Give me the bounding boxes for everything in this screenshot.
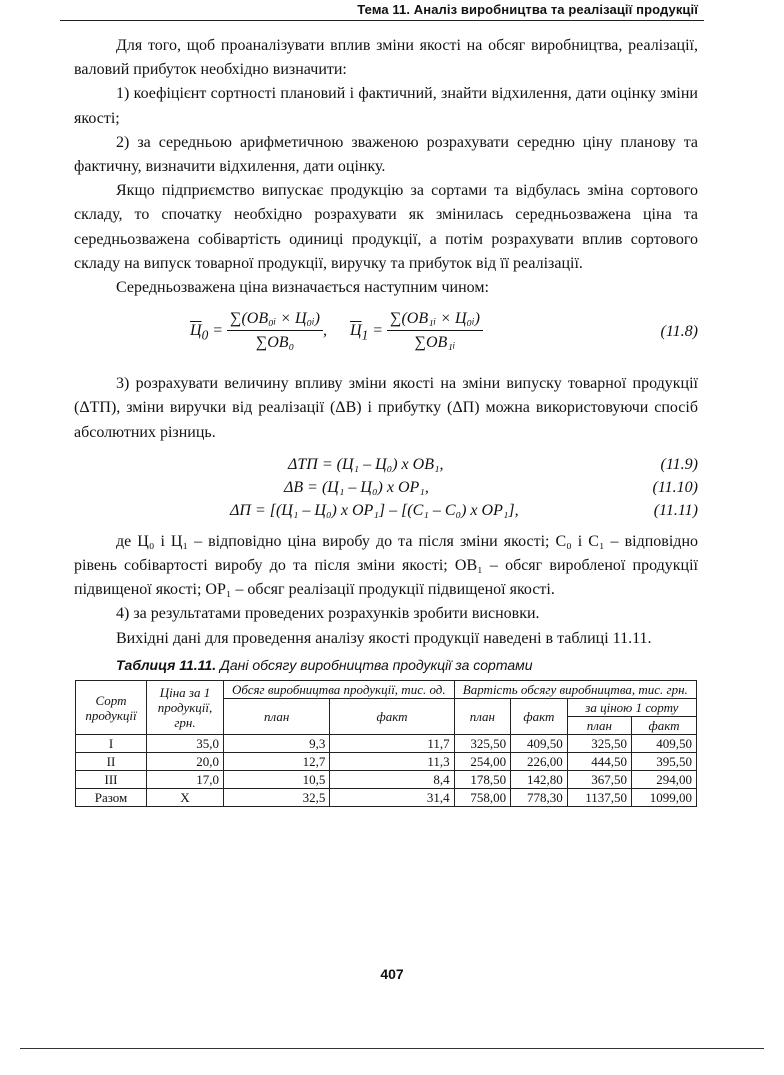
header-rule xyxy=(60,20,704,21)
paragraph-grade-structure: Якщо підприємство випускає продукцію за сортами та відбулась зміна сортового складу, то спочатку необхідно розрахувати як змінилась середньозважена ціна та середньозважена собівартість одиниці продукції, а потім розрахувати вплив сортового складу на випуск товарної продукції, виручку та прибуток від її реалізації. xyxy=(74,182,698,272)
column-header-first-grade-plan: план xyxy=(567,717,631,735)
data-table xyxy=(75,680,697,807)
formula-number: (11.8) xyxy=(660,323,698,341)
table-header-row xyxy=(76,681,697,699)
paragraph-notation: де Ц₀ і Ц₁ – відповідно ціна виробу до та після зміни якості; С₀ і С₁ – відповідно рівень собівартості виробу до та після зміни якості; ОВ₁ – обсяг виробленої продукції підвищеної якості; ОР₁ – обсяг реалізації продукції підвищеної якості. xyxy=(74,532,698,599)
formula-11-8 xyxy=(74,302,698,364)
formula-11-10: ΔВ = (Ц₁ – Ц₀) х ОР₁, (11.10) xyxy=(284,478,698,496)
page-number: 407 xyxy=(380,966,404,982)
paragraph-step-4: 4) за результатами проведених розрахунків зробити висновки. xyxy=(116,605,540,623)
column-header-value-plan: план xyxy=(454,699,511,735)
column-header-first-grade-price: за ціною 1 сорту xyxy=(567,699,696,717)
column-header-volume: Обсяг виробництва продукції, тис. од. xyxy=(224,681,455,699)
formula-weighted-price-fact: $Ц_1$ = $\frac{\text{∑(ОВ₁ᵢ × Ц₀ᵢ)}}{\text{∑ОВ₁ᵢ}}$ xyxy=(350,308,483,355)
bottom-rule xyxy=(20,1048,764,1049)
page-body xyxy=(74,34,698,807)
column-header-first-grade-fact: факт xyxy=(632,717,697,735)
column-header-volume-fact: факт xyxy=(330,699,454,735)
table-row: I 35,0 9,3 11,7 325,50 409,50 325,50 409,50 xyxy=(76,735,697,753)
formula-11-9: ΔТП = (Ц₁ – Ц₀) х ОВ₁, (11.9) xyxy=(288,455,698,473)
column-header-price: Ціна за 1 продукції, грн. xyxy=(147,681,224,735)
paragraph-step-3: 3) розрахувати величину впливу зміни якості на зміни випуску товарної продукції (ΔТП), зміни виручки від реалізації (ΔВ) і прибутку (ΔП) можна використовуючи спосіб абсолютних різниць. xyxy=(74,375,698,441)
table-row: III 17,0 10,5 8,4 178,50 142,80 367,50 294,00 xyxy=(76,771,697,789)
table-row-total: Разом Х 32,5 31,4 758,00 778,30 1137,50 1099,00 xyxy=(76,789,697,807)
column-header-grade: Сорт продукції xyxy=(76,681,147,735)
running-header: Тема 11. Аналіз виробництва та реалізації продукції xyxy=(357,2,698,17)
paragraph-weighted-price: Середньозважена ціна визначається наступним чином: xyxy=(116,279,489,297)
paragraph-step-1: 1) коефіцієнт сортності плановий і фактичний, знайти відхилення, дати оцінку зміни якості; xyxy=(74,85,698,127)
formula-11-11: ΔП = [(Ц₁ – Ц₀) х ОР₁] – [(С₁ – С₀) х ОР₁], (11.11) xyxy=(230,501,698,519)
column-header-value: Вартість обсягу виробництва, тис. грн. xyxy=(454,681,696,699)
table-row: II 20,0 12,7 11,3 254,00 226,00 444,50 395,50 xyxy=(76,753,697,771)
table-caption: Таблиця 11.11. Дані обсягу виробництва продукції за сортами xyxy=(116,656,533,673)
column-header-volume-plan: план xyxy=(224,699,330,735)
paragraph-intro: Для того, щоб проаналізувати вплив зміни якості на обсяг виробництва, реалізації, валовий прибуток необхідно визначити: xyxy=(74,37,698,79)
column-header-value-fact: факт xyxy=(511,699,568,735)
formula-weighted-price-plan: $Ц_0$ = $\frac{\text{∑(ОВ₀ᵢ × Ц₀ᵢ)}}{\text{∑ОВ₀}}$ , xyxy=(190,310,327,352)
paragraph-step-2: 2) за середньою арифметичною зваженою розрахувати середню ціну планову та фактичну, визначити відхилення, дати оцінку. xyxy=(74,133,698,176)
paragraph-source-data: Вихідні дані для проведення аналізу якості продукції наведені в таблиці 11.11. xyxy=(116,629,652,647)
